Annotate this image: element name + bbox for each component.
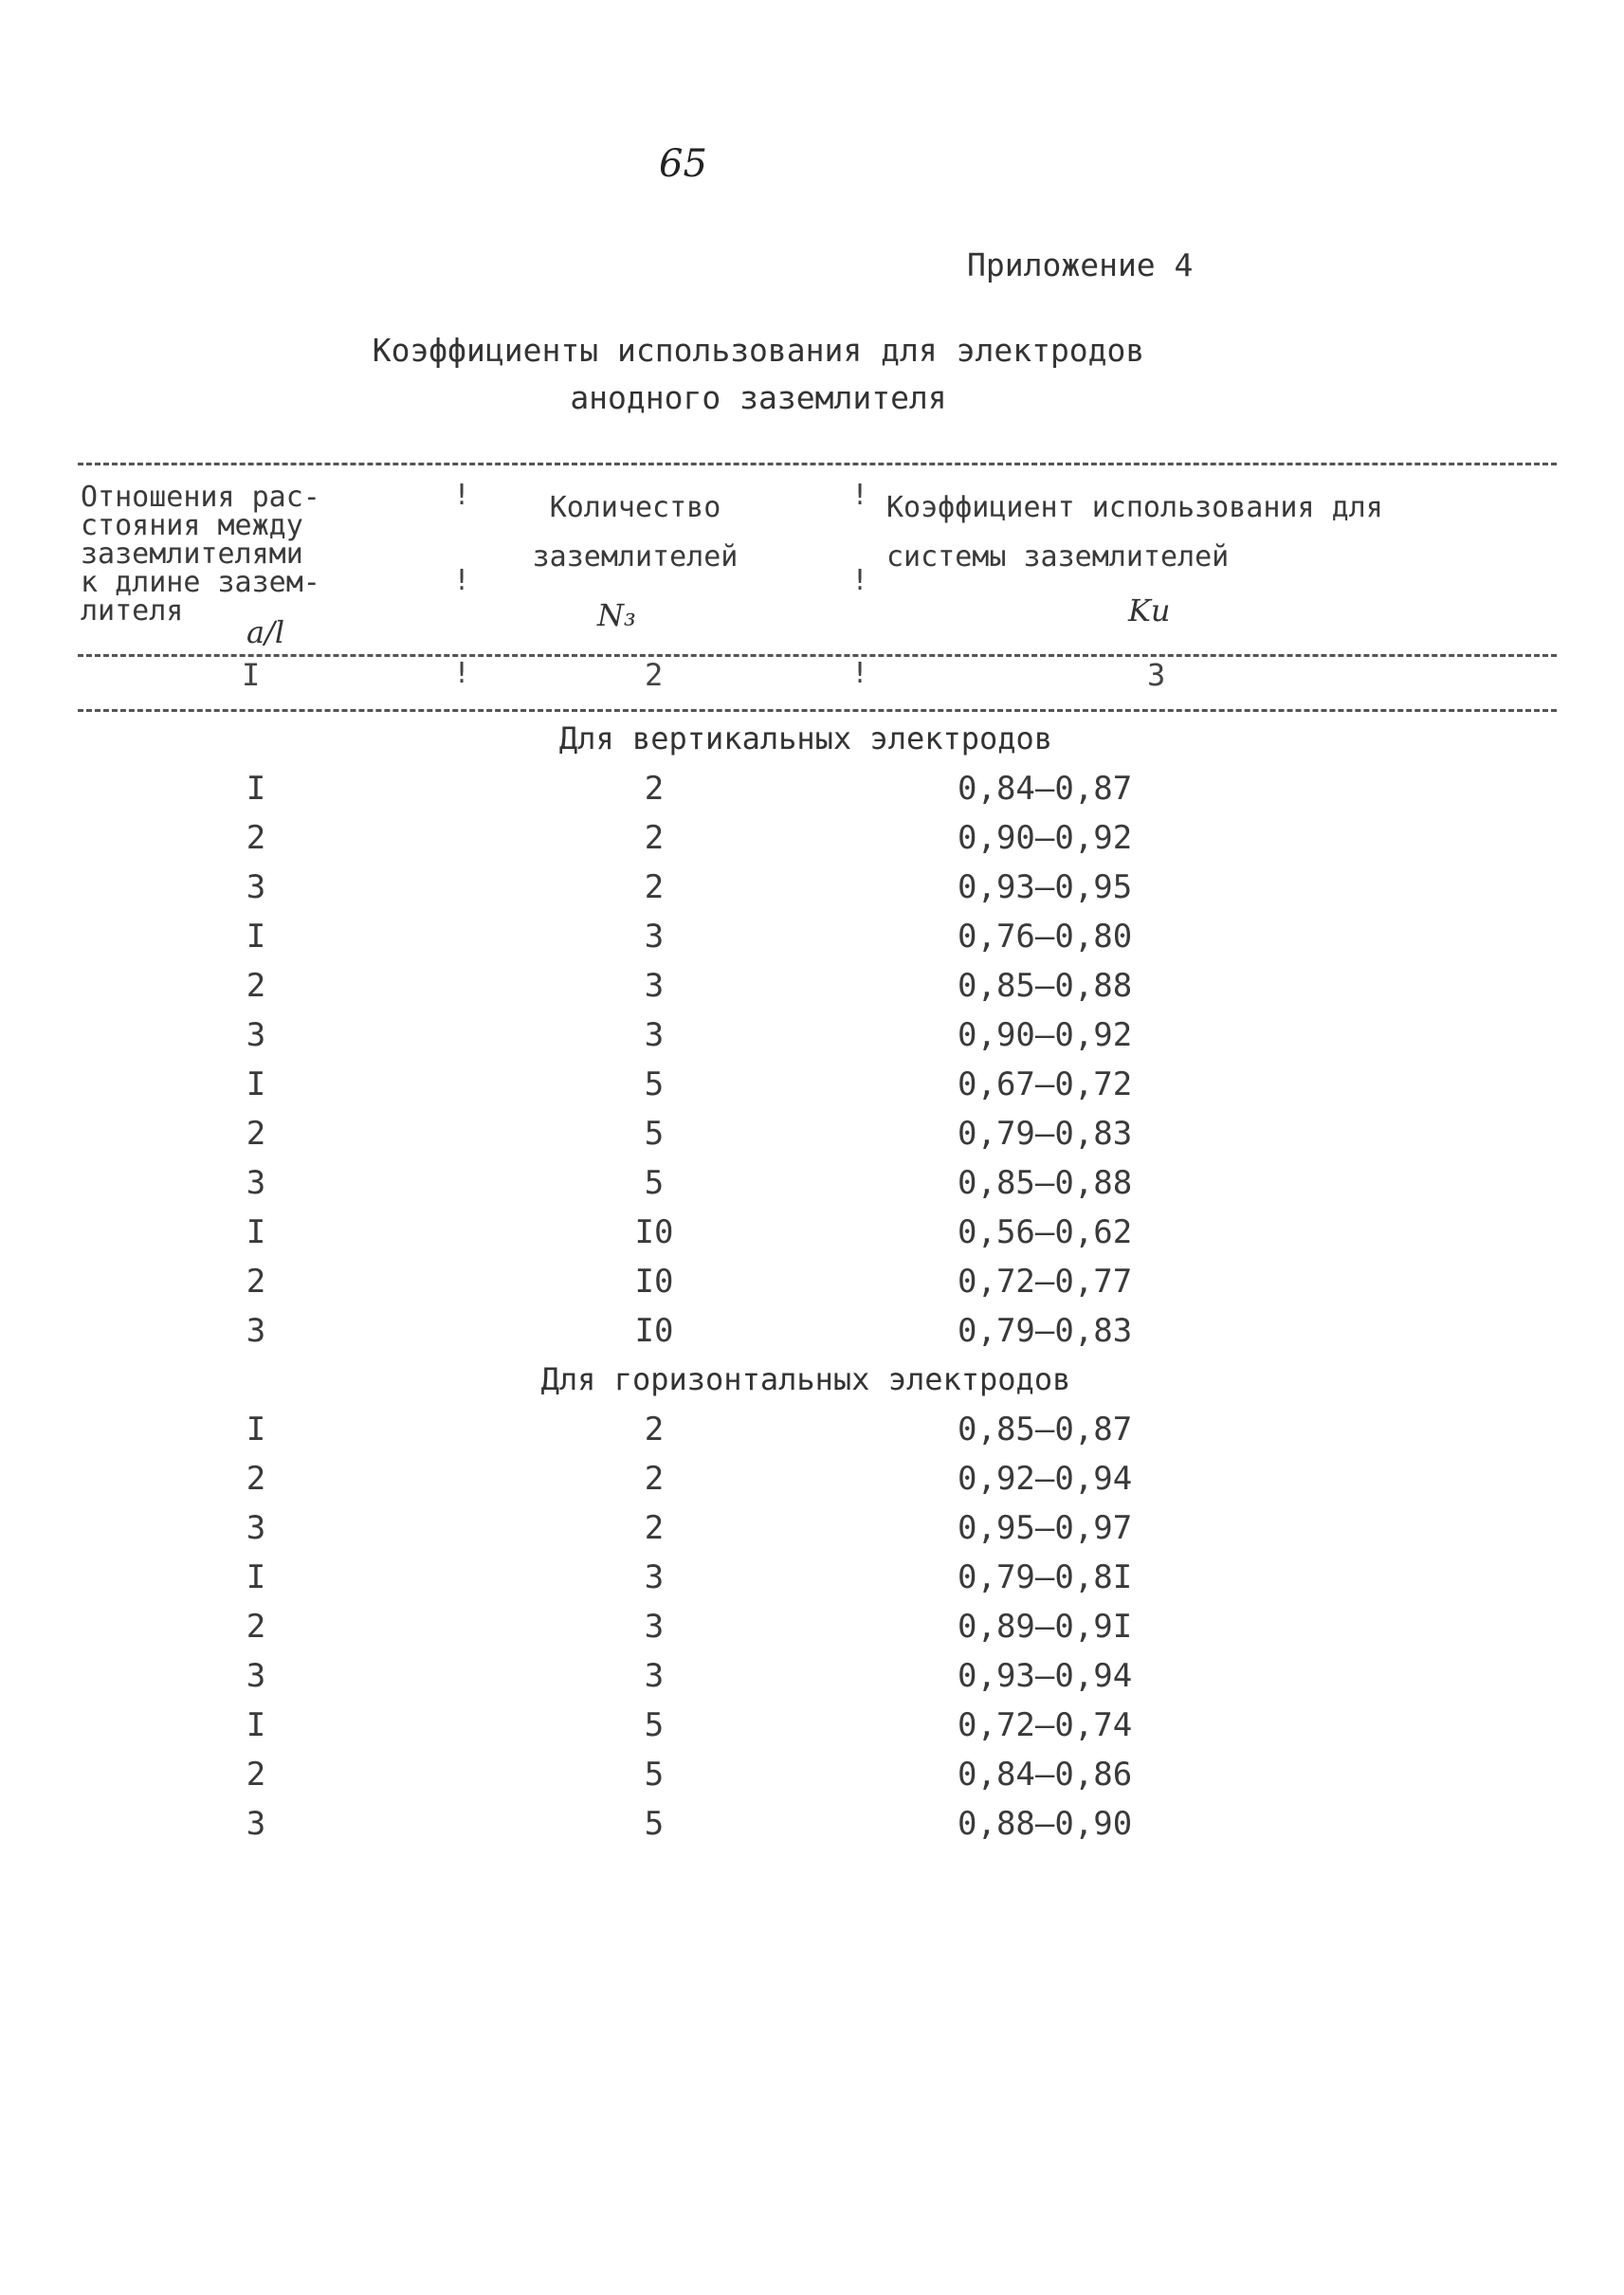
count-cell: 2 bbox=[644, 1509, 665, 1547]
table-row bbox=[0, 1263, 1624, 1312]
table-row bbox=[0, 1706, 1624, 1756]
header-coefficient-symbol: Kи bbox=[1128, 592, 1171, 628]
count-cell: I0 bbox=[634, 1312, 674, 1350]
count-cell: 3 bbox=[644, 967, 665, 1005]
table-title-line-2: анодного заземлителя bbox=[570, 379, 947, 416]
column-separator: ! bbox=[851, 479, 869, 512]
coefficient-cell: 0,79–0,83 bbox=[958, 1312, 1133, 1350]
ratio-cell: 3 bbox=[246, 1657, 266, 1695]
column-separator: ! bbox=[453, 564, 471, 597]
table-row bbox=[0, 1411, 1624, 1460]
count-cell: 5 bbox=[644, 1756, 665, 1794]
coefficient-cell: 0,90–0,92 bbox=[958, 1016, 1133, 1054]
ratio-cell: 2 bbox=[246, 1756, 266, 1794]
ratio-cell: I bbox=[246, 1411, 266, 1448]
table-row bbox=[0, 819, 1624, 868]
count-cell: 3 bbox=[644, 1608, 665, 1646]
table-row bbox=[0, 1016, 1624, 1066]
header-coefficient: Коэффициент использования для системы заземлителей bbox=[886, 491, 1383, 574]
coefficient-cell: 0,67–0,72 bbox=[958, 1066, 1133, 1103]
ratio-cell: 3 bbox=[246, 1509, 266, 1547]
table-row bbox=[0, 1066, 1624, 1115]
count-cell: 5 bbox=[644, 1115, 665, 1153]
table-row bbox=[0, 1756, 1624, 1805]
table-top-rule bbox=[78, 463, 1557, 465]
ratio-cell: 2 bbox=[246, 1263, 266, 1301]
table-row bbox=[0, 967, 1624, 1016]
coefficient-cell: 0,85–0,88 bbox=[958, 967, 1133, 1005]
count-cell: 3 bbox=[644, 918, 665, 956]
table-row bbox=[0, 770, 1624, 819]
column-separator: ! bbox=[851, 564, 869, 597]
count-cell: 2 bbox=[644, 770, 665, 808]
ratio-cell: I bbox=[246, 1066, 266, 1103]
coefficient-cell: 0,92–0,94 bbox=[958, 1460, 1133, 1498]
coefficient-cell: 0,90–0,92 bbox=[958, 819, 1133, 857]
coefficient-cell: 0,72–0,77 bbox=[958, 1263, 1133, 1301]
table-row bbox=[0, 1460, 1624, 1509]
header-ratio: Отношения рас- стояния между заземлителями к длине зазем- лителя bbox=[81, 481, 320, 628]
count-cell: 3 bbox=[644, 1016, 665, 1054]
coefficient-cell: 0,76–0,80 bbox=[958, 918, 1133, 956]
column-separator: ! bbox=[453, 479, 471, 512]
column-separator: ! bbox=[453, 657, 471, 690]
ratio-cell: 3 bbox=[246, 1164, 266, 1202]
count-cell: I0 bbox=[634, 1263, 674, 1301]
count-cell: 2 bbox=[644, 819, 665, 857]
coefficient-cell: 0,85–0,88 bbox=[958, 1164, 1133, 1202]
table-row bbox=[0, 918, 1624, 967]
count-cell: 3 bbox=[644, 1558, 665, 1596]
count-cell: 5 bbox=[644, 1706, 665, 1744]
ratio-cell: 3 bbox=[246, 1805, 266, 1843]
coefficient-cell: 0,95–0,97 bbox=[958, 1509, 1133, 1547]
table-row bbox=[0, 1115, 1624, 1164]
ratio-cell: 3 bbox=[246, 1016, 266, 1054]
count-cell: 3 bbox=[644, 1657, 665, 1695]
ratio-cell: I bbox=[246, 1706, 266, 1744]
coefficient-cell: 0,84–0,86 bbox=[958, 1756, 1133, 1794]
section-title: Для горизонтальных электродов bbox=[540, 1361, 1071, 1397]
coefficient-cell: 0,72–0,74 bbox=[958, 1706, 1133, 1744]
count-cell: 2 bbox=[644, 868, 665, 906]
coefficient-cell: 0,89–0,9I bbox=[958, 1608, 1133, 1646]
table-row bbox=[0, 868, 1624, 918]
ratio-cell: I bbox=[246, 1213, 266, 1251]
count-cell: 5 bbox=[644, 1164, 665, 1202]
ratio-cell: 2 bbox=[246, 1608, 266, 1646]
ratio-cell: 2 bbox=[246, 967, 266, 1005]
table-title-line-1: Коэффициенты использования для электродов bbox=[372, 332, 1145, 369]
ratio-cell: 3 bbox=[246, 868, 266, 906]
coefficient-cell: 0,93–0,94 bbox=[958, 1657, 1133, 1695]
header-count-symbol: N₃ bbox=[597, 597, 636, 633]
column-number-2: 2 bbox=[645, 657, 664, 693]
count-cell: 5 bbox=[644, 1805, 665, 1843]
column-number-3: 3 bbox=[1147, 657, 1166, 693]
ratio-cell: 2 bbox=[246, 819, 266, 857]
table-row bbox=[0, 1608, 1624, 1657]
table-row bbox=[0, 1213, 1624, 1263]
ratio-cell: I bbox=[246, 770, 266, 808]
count-cell: 2 bbox=[644, 1411, 665, 1448]
coefficient-cell: 0,93–0,95 bbox=[958, 868, 1133, 906]
count-cell: 2 bbox=[644, 1460, 665, 1498]
page-number: 65 bbox=[659, 142, 707, 186]
coefficient-cell: 0,85–0,87 bbox=[958, 1411, 1133, 1448]
ratio-cell: 3 bbox=[246, 1312, 266, 1350]
column-separator: ! bbox=[851, 657, 869, 690]
column-number-1: I bbox=[242, 657, 261, 693]
table-row bbox=[0, 1509, 1624, 1558]
ratio-cell: 2 bbox=[246, 1115, 266, 1153]
ratio-cell: 2 bbox=[246, 1460, 266, 1498]
count-cell: I0 bbox=[634, 1213, 674, 1251]
header-count: Количество заземлителей bbox=[532, 491, 739, 574]
table-row bbox=[0, 1164, 1624, 1213]
coefficient-cell: 0,88–0,90 bbox=[958, 1805, 1133, 1843]
appendix-label: Приложение 4 bbox=[967, 246, 1194, 283]
section-title: Для вертикальных электродов bbox=[558, 720, 1053, 756]
header-ratio-symbol: a/l bbox=[246, 614, 285, 650]
table-row bbox=[0, 1805, 1624, 1854]
header-bottom-rule bbox=[78, 654, 1557, 657]
column-numbers-rule bbox=[78, 709, 1557, 712]
coefficient-cell: 0,84–0,87 bbox=[958, 770, 1133, 808]
ratio-cell: I bbox=[246, 1558, 266, 1596]
ratio-cell: I bbox=[246, 918, 266, 956]
table-row bbox=[0, 1657, 1624, 1706]
table-row bbox=[0, 1312, 1624, 1361]
coefficient-cell: 0,79–0,83 bbox=[958, 1115, 1133, 1153]
table-row bbox=[0, 1558, 1624, 1608]
count-cell: 5 bbox=[644, 1066, 665, 1103]
coefficient-cell: 0,56–0,62 bbox=[958, 1213, 1133, 1251]
coefficient-cell: 0,79–0,8I bbox=[958, 1558, 1133, 1596]
